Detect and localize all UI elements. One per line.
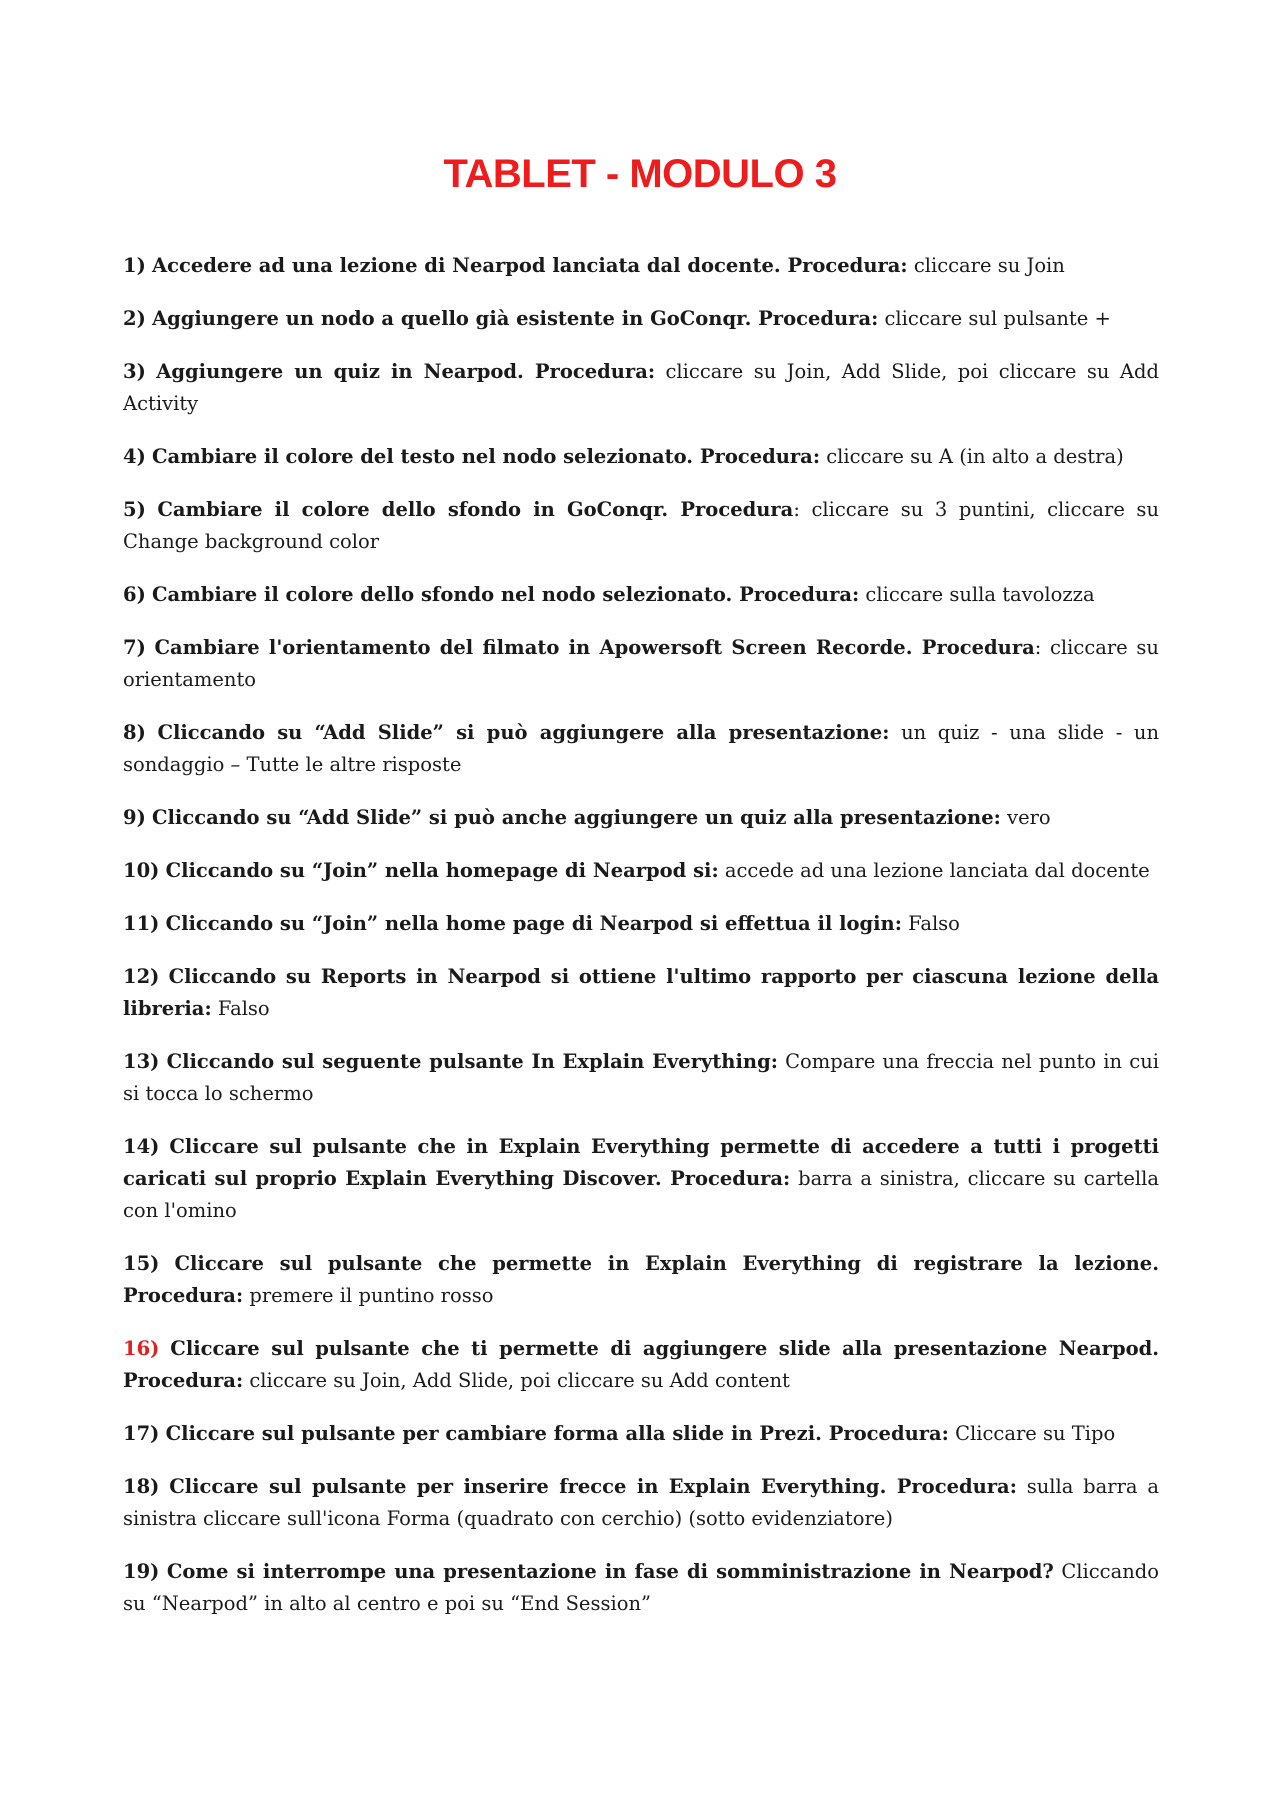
question-number: 2) — [123, 307, 146, 330]
question-text: Come si interrompe una presentazione in fase di somministrazione in Nearpod? — [166, 1560, 1054, 1583]
question-text: Aggiungere un nodo a quello già esistente in GoConqr. Procedura: — [152, 307, 879, 330]
question-text: Cliccare sul pulsante che in Explain Everything permette di accedere a tutti i progetti caricati sul proprio Explain Everything Discover. Procedura: — [123, 1135, 1160, 1190]
question-item — [123, 802, 1159, 834]
question-number: 13) — [123, 1050, 160, 1073]
answer-text: cliccare su Join — [913, 254, 1065, 277]
question-number: 11) — [123, 912, 160, 935]
question-item — [123, 356, 1159, 420]
question-text: Cliccando su Reports in Nearpod si ottiene l'ultimo rapporto per ciascuna lezione della libreria: — [123, 965, 1159, 1020]
question-number: 17) — [123, 1422, 160, 1445]
question-number: 7) — [123, 636, 146, 659]
question-number: 6) — [123, 583, 146, 606]
question-number: 9) — [123, 806, 146, 829]
question-text: Cambiare il colore del testo nel nodo selezionato. Procedura: — [152, 445, 821, 468]
question-text: Cliccare sul pulsante per inserire frecce in Explain Everything. Procedura: — [169, 1475, 1017, 1498]
question-number: 3) — [123, 360, 146, 383]
question-text: Cliccando sul seguente pulsante In Explain Everything: — [166, 1050, 778, 1073]
question-number: 18) — [123, 1475, 160, 1498]
question-number: 16) — [123, 1337, 160, 1360]
question-item — [123, 1333, 1159, 1397]
question-text: Cliccare sul pulsante che ti permette di aggiungere slide alla presentazione Nearpod. Procedura: — [123, 1337, 1160, 1392]
question-number: 5) — [123, 498, 146, 521]
answer-text: Compare una freccia nel punto in cui si tocca lo schermo — [123, 1050, 1159, 1105]
answer-text: premere il puntino rosso — [249, 1284, 494, 1307]
question-text: Cliccando su “Add Slide” si può aggiungere alla presentazione: — [157, 721, 890, 744]
question-number: 4) — [123, 445, 146, 468]
answer-text: cliccare su Join, Add Slide, poi cliccare su Add content — [249, 1369, 790, 1392]
answer-text: Falso — [908, 912, 960, 935]
question-number: 10) — [123, 859, 160, 882]
answer-text: : cliccare su 3 puntini, cliccare su Change background color — [123, 498, 1159, 553]
answer-text: accede ad una lezione lanciata dal docente — [724, 859, 1150, 882]
question-item — [123, 1248, 1159, 1312]
question-number: 19) — [123, 1560, 160, 1583]
question-text: Cambiare l'orientamento del filmato in Apowersoft Screen Recorde. Procedura — [154, 636, 1035, 659]
question-number: 8) — [123, 721, 146, 744]
answer-text: : cliccare su orientamento — [123, 636, 1159, 691]
question-item — [123, 908, 1159, 940]
question-item — [123, 855, 1159, 887]
answer-text: Cliccando su “Nearpod” in alto al centro e poi su “End Session” — [123, 1560, 1159, 1615]
question-item — [123, 717, 1159, 781]
question-item — [123, 1131, 1159, 1227]
answer-text: cliccare sul pulsante + — [884, 307, 1111, 330]
question-text: Cliccare sul pulsante che permette in Explain Everything di registrare la lezione. Procedura: — [123, 1252, 1159, 1307]
answer-text: sulla barra a sinistra cliccare sull'icona Forma (quadrato con cerchio) (sotto evidenziatore) — [123, 1475, 1159, 1530]
question-text: Cambiare il colore dello sfondo in GoConqr. Procedura — [157, 498, 794, 521]
question-text: Cliccando su “Join” nella homepage di Nearpod si: — [165, 859, 719, 882]
answer-text: vero — [1007, 806, 1051, 829]
answer-text: cliccare su Join, Add Slide, poi cliccare su Add Activity — [123, 360, 1159, 415]
question-text: Cliccare sul pulsante per cambiare forma alla slide in Prezi. Procedura: — [165, 1422, 949, 1445]
question-text: Cliccando su “Add Slide” si può anche aggiungere un quiz alla presentazione: — [152, 806, 1001, 829]
answer-text: barra a sinistra, cliccare su cartella con l'omino — [123, 1167, 1159, 1222]
question-list — [123, 250, 1159, 1641]
question-number: 14) — [123, 1135, 160, 1158]
answer-text: Cliccare su Tipo — [955, 1422, 1116, 1445]
question-item — [123, 494, 1159, 558]
question-text: Cliccando su “Join” nella home page di Nearpod si effettua il login: — [165, 912, 902, 935]
question-item — [123, 303, 1159, 335]
question-item — [123, 632, 1159, 696]
answer-text: Falso — [217, 997, 270, 1020]
question-number: 12) — [123, 965, 160, 988]
question-item — [123, 1418, 1159, 1450]
answer-text: cliccare sulla tavolozza — [865, 583, 1095, 606]
question-item — [123, 1046, 1159, 1110]
question-item — [123, 250, 1159, 282]
answer-text: un quiz - una slide - un sondaggio – Tutte le altre risposte — [123, 721, 1160, 776]
question-number: 1) — [123, 254, 146, 277]
question-text: Accedere ad una lezione di Nearpod lanciata dal docente. Procedura: — [152, 254, 908, 277]
question-text: Cambiare il colore dello sfondo nel nodo selezionato. Procedura: — [152, 583, 860, 606]
answer-text: cliccare su A (in alto a destra) — [826, 445, 1124, 468]
page-title: TABLET - MODULO 3 — [443, 152, 837, 196]
question-item — [123, 579, 1159, 611]
question-item — [123, 1556, 1159, 1620]
question-item — [123, 961, 1159, 1025]
question-number: 15) — [123, 1252, 160, 1275]
question-text: Aggiungere un quiz in Nearpod. Procedura: — [156, 360, 656, 383]
question-item — [123, 441, 1159, 473]
question-item — [123, 1471, 1159, 1535]
